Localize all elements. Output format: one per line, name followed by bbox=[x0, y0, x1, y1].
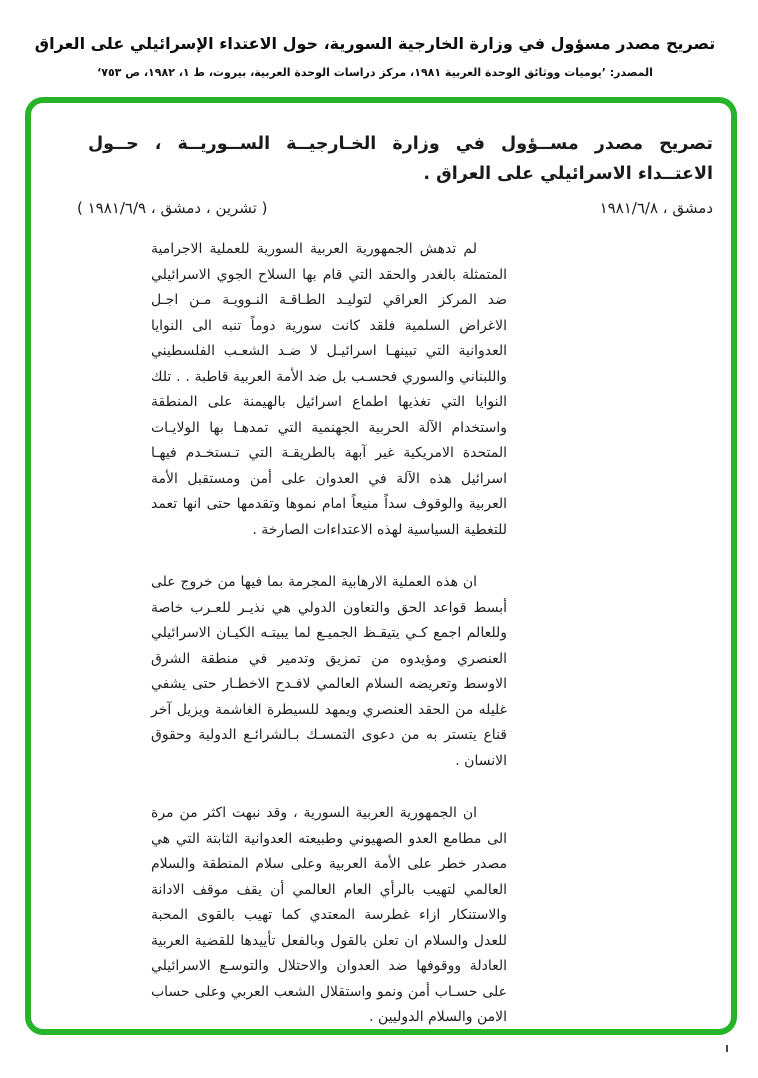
source-citation-line: المصدر: ’يوميات ووثائق الوحدة العربية ١٩٨١، مركز دراسات الوحدة العربية، بيروت، ط ١، ١٩٨٢، ص ٧٥٣‘ bbox=[97, 66, 653, 79]
document-body bbox=[151, 237, 507, 1031]
document-green-frame bbox=[25, 97, 737, 1035]
body-paragraph-2: ان هذه العملية الارهابية المجرمة بما فيها من خروج على أبسط قواعد الحق والتعاون الدولي هي نذيـر للعـرب خاصة وللعالم اجمع كـي يتيقـظ الجميـع لما يبيتـه الكيـان الاسرائيلي العنصري ومؤيدوه من تمزيق وتدمير في منطقة الشرق الاوسط وتعريضه السلام العالمي لافـدح الاخطـار حتى يشفي غليله من الحقد العنصري ويمهد للسيطرة الغاشمة ويزيل آخر قناع يتستر به من دعوى التمسـك بـالشرائـع الدولية وحقوق الانسان . bbox=[151, 574, 507, 769]
body-paragraph-3: ان الجمهورية العربية السورية ، وقد نبهت اكثر من مرة الى مطامع العدو الصهيوني وطبيعته العدوانية الثابتة التي هي مصدر خطر على الأمة العربية وعلى سلام المنطقة والسلام العالمي لتهيب بالرأي العام العالمي أن يقف موقف الادانة والاستنكار ازاء غطرسة المعتدي كما تهيب بالقوى المحبة للعدل والسلام ان تعلن بالقول وبالفعل تأييدها للقضية العربية العادلة ووقوفها ضد العدوان والاحتلال والتوسـع الاسرائيلي على حسـاب أمن ونمو واستقلال الشعب العربي وعلى حساب الامن والسلام الدوليين . bbox=[151, 805, 507, 1025]
dateline-row bbox=[77, 199, 713, 217]
body-paragraph-1: لم تدهش الجمهورية العربية السورية للعملية الاجرامية المتمثلة بالغدر والحقد التي قام بها السلاح الجوي الاسرائيلي ضد المركز العراقي لتوليـد الطـاقـة النـوويـة مـن اجـل الاغراض السلمية فلقد كانت سورية دوماً تنبه الى النوايا العدوانية التي تبينهـا اسرائيـل لا ضـد الشعـب الفلسطيني واللبناني والسوري فحسـب بل ضد الأمة العربية قاطبة . . تلك النوايا التي تغذيها اطماع اسرائيل بالهيمنة على المنطقة واستخدام الآلة الحربية الجهنمية التي تمدهـا بها الولايـات المتحدة الامريكية غير آبهة بالطريقـة التي تـستخـدم فيهـا اسرائيل هذه الآلة في العدوان على أمن ومستقبل الأمة العربية والوقوف سداً منيعاً امام نموها وتقدمها حتى انها تعمد للتغطية السياسية لهذه الاعتداءات الصارخة . bbox=[151, 241, 507, 538]
dateline-place-date: دمشق ، ١٩٨١/٦/٨ bbox=[599, 199, 713, 217]
dateline-agency-date: ( تشرين ، دمشق ، ١٩٨١/٦/٩ ) bbox=[77, 199, 268, 217]
page-header-title: تصريح مصدر مسؤول في وزارة الخارجية السورية، حول الاعتداء الإسرائيلي على العراق bbox=[34, 34, 716, 53]
scan-artifact-mark bbox=[726, 1045, 728, 1052]
document-title: تصريح مصدر مســؤول في وزارة الخـارجيــة الســوريــة ، حــول الاعتــداء الاسرائيلي على العراق . bbox=[88, 134, 713, 184]
